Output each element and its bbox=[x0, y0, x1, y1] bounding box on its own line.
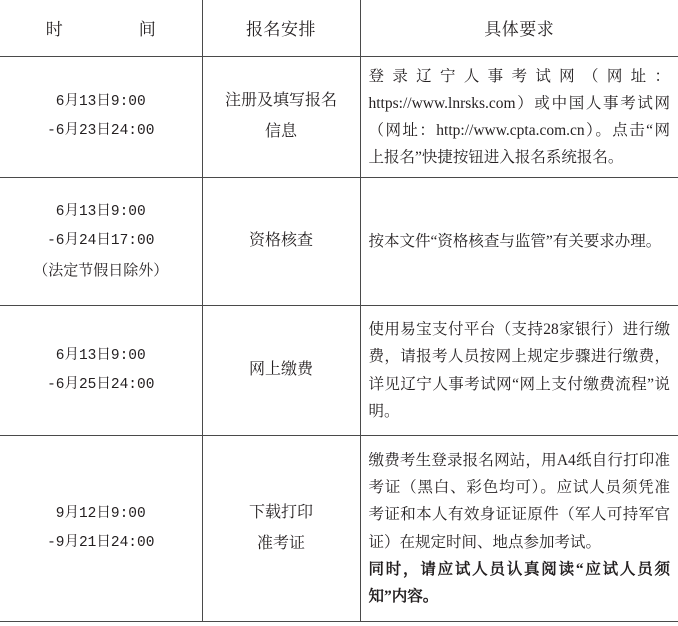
cell-time bbox=[0, 56, 202, 178]
cell-detail bbox=[360, 56, 678, 178]
item-line: 信息 bbox=[264, 122, 297, 140]
item-line: 网上缴费 bbox=[248, 361, 313, 379]
table-row bbox=[0, 436, 678, 622]
time-note: （法定节假日除外） bbox=[33, 262, 169, 279]
cell-item bbox=[202, 56, 360, 178]
cell-detail bbox=[360, 436, 678, 622]
time-line: -6月25日24:00 bbox=[47, 376, 155, 393]
table-row bbox=[0, 56, 678, 178]
column-header-detail: 具体要求 bbox=[360, 0, 678, 56]
time-line: -9月21日24:00 bbox=[47, 534, 155, 551]
detail-paragraph: 登录辽宁人事考试网（网址：https://www.lnrsks.com）或中国人事考试网（网址：http://www.cpta.com.cn）。点击“网上报名”快捷按钮进入报名系统报名。 bbox=[368, 67, 670, 166]
time-line: 6月13日9:00 bbox=[55, 203, 146, 220]
time-line: -6月23日24:00 bbox=[47, 122, 155, 139]
time-line: 6月13日9:00 bbox=[55, 347, 146, 364]
detail-paragraph: 缴费考生登录报名网站，用A4纸自行打印准考证（黑白、彩色均可）。应试人员须凭准考证和本人有效身证证原件（军人可持军官证）在规定时间、地点参加考试。 bbox=[368, 452, 670, 551]
item-line: 准考证 bbox=[256, 534, 305, 552]
table-row bbox=[0, 306, 678, 436]
cell-item bbox=[202, 436, 360, 622]
item-line: 注册及填写报名 bbox=[224, 92, 337, 110]
column-header-item: 报名安排 bbox=[202, 0, 360, 56]
item-line: 资格核查 bbox=[248, 232, 313, 250]
time-line: 9月12日9:00 bbox=[55, 505, 146, 522]
time-line: -6月24日17:00 bbox=[47, 232, 155, 249]
cell-time bbox=[0, 178, 202, 306]
detail-paragraph: 使用易宝支付平台（支持28家银行）进行缴费，请报考人员按网上规定步骤进行缴费，详见辽宁人事考试网“网上支付缴费流程”说明。 bbox=[368, 321, 670, 420]
item-line: 下载打印 bbox=[248, 504, 313, 522]
detail-paragraph: 按本文件“资格核查与监管”有关要求办理。 bbox=[368, 232, 662, 250]
table-header bbox=[0, 0, 678, 56]
time-line: 6月13日9:00 bbox=[55, 93, 146, 110]
table-row bbox=[0, 178, 678, 306]
column-header-time: 时 间 bbox=[0, 0, 202, 56]
cell-time bbox=[0, 306, 202, 436]
cell-detail bbox=[360, 306, 678, 436]
cell-item bbox=[202, 178, 360, 306]
cell-detail bbox=[360, 178, 678, 306]
cell-time bbox=[0, 436, 202, 622]
detail-paragraph-emphasis: 同时，请应试人员认真阅读“应试人员须知”内容。 bbox=[368, 560, 670, 605]
table-body bbox=[0, 56, 678, 622]
table-header-row bbox=[0, 0, 678, 56]
cell-item bbox=[202, 306, 360, 436]
